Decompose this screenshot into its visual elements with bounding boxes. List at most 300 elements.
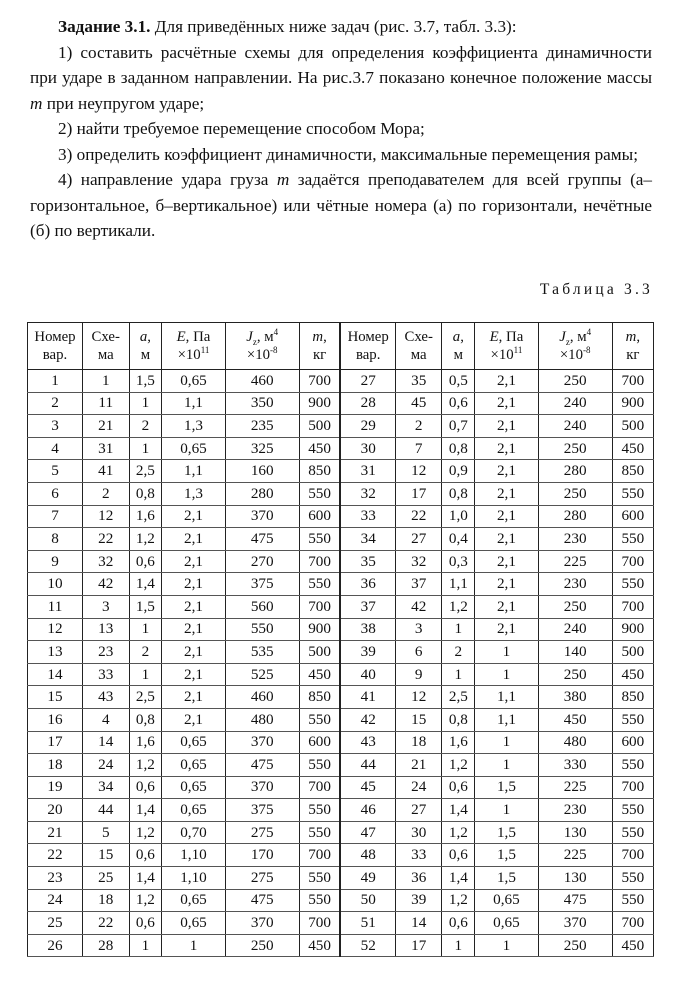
header-e: E, Па $\times 10^{11}$ [475,323,538,370]
cell-j: 280 [538,505,612,528]
table-row [28,550,654,573]
cell-variant: 45 [340,776,395,799]
cell-j: 250 [538,482,612,505]
cell-variant: 2 [28,392,83,415]
cell-e: 2,1 [475,392,538,415]
cell-m: 900 [612,392,653,415]
cell-variant: 28 [340,392,395,415]
cell-m: 550 [612,708,653,731]
cell-e: 1,5 [475,821,538,844]
cell-e: 0,65 [162,912,225,935]
cell-e: 2,1 [475,482,538,505]
table-row [28,686,654,709]
cell-a: 0,6 [442,844,475,867]
cell-j: 375 [225,799,299,822]
cell-a: 1,4 [442,799,475,822]
cell-scheme: 12 [395,460,442,483]
cell-scheme: 35 [395,370,442,393]
cell-a: 1 [442,934,475,957]
cell-a: 2 [129,641,162,664]
cell-m: 850 [299,686,340,709]
cell-scheme: 31 [82,437,129,460]
header-a: a, м [442,323,475,370]
cell-a: 0,6 [129,912,162,935]
cell-variant: 38 [340,618,395,641]
cell-m: 550 [299,573,340,596]
table-row [28,663,654,686]
cell-scheme: 42 [395,595,442,618]
cell-scheme: 41 [82,460,129,483]
header-e: E, Па $\times 10^{11}$ [162,323,225,370]
cell-a: 1,2 [129,754,162,777]
cell-variant: 48 [340,844,395,867]
cell-m: 550 [299,867,340,890]
cell-e: 1,5 [475,844,538,867]
cell-variant: 4 [28,437,83,460]
cell-j: 160 [225,460,299,483]
cell-scheme: 27 [395,799,442,822]
cell-e: 1,10 [162,844,225,867]
cell-variant: 13 [28,641,83,664]
cell-j: 240 [538,415,612,438]
cell-a: 0,3 [442,550,475,573]
cell-m: 450 [612,437,653,460]
cell-e: 0,70 [162,821,225,844]
cell-j: 275 [225,867,299,890]
cell-scheme: 2 [82,482,129,505]
cell-e: 0,65 [162,754,225,777]
cell-m: 550 [299,889,340,912]
cell-scheme: 34 [82,776,129,799]
table-row [28,482,654,505]
cell-scheme: 32 [395,550,442,573]
cell-j: 475 [538,889,612,912]
cell-j: 370 [225,505,299,528]
cell-m: 600 [612,731,653,754]
cell-m: 600 [612,505,653,528]
cell-scheme: 9 [395,663,442,686]
cell-m: 450 [299,437,340,460]
cell-variant: 34 [340,528,395,551]
cell-m: 850 [612,460,653,483]
cell-a: 1,1 [442,573,475,596]
cell-variant: 47 [340,821,395,844]
cell-j: 250 [538,934,612,957]
cell-m: 500 [299,415,340,438]
cell-e: 2,1 [475,415,538,438]
cell-j: 550 [225,618,299,641]
cell-scheme: 15 [82,844,129,867]
cell-e: 0,65 [162,437,225,460]
cell-a: 1 [129,663,162,686]
cell-scheme: 44 [82,799,129,822]
cell-a: 2,5 [442,686,475,709]
table-title: Таблица 3.3 [539,281,653,298]
cell-e: 2,1 [475,573,538,596]
cell-a: 1,2 [442,821,475,844]
cell-variant: 9 [28,550,83,573]
cell-variant: 3 [28,415,83,438]
cell-scheme: 12 [395,686,442,709]
cell-scheme: 33 [82,663,129,686]
cell-a: 1,6 [442,731,475,754]
cell-j: 130 [538,867,612,890]
cell-m: 450 [299,663,340,686]
table-header-row [28,323,654,370]
cell-a: 1 [129,934,162,957]
cell-a: 0,4 [442,528,475,551]
cell-variant: 37 [340,595,395,618]
task-intro: Для приведённых ниже задач (рис. 3.7, табл. 3.3): [150,17,517,36]
cell-a: 0,8 [129,708,162,731]
cell-j: 240 [538,618,612,641]
cell-m: 700 [299,595,340,618]
cell-e: 1,1 [162,392,225,415]
cell-e: 1 [475,934,538,957]
cell-a: 1,2 [129,889,162,912]
cell-variant: 14 [28,663,83,686]
task-title: Задание 3.1. [58,17,151,36]
table-row [28,595,654,618]
cell-j: 475 [225,754,299,777]
cell-e: 1,10 [162,867,225,890]
cell-variant: 51 [340,912,395,935]
cell-scheme: 28 [82,934,129,957]
cell-scheme: 21 [395,754,442,777]
task-item-3: 3) определить коэффициент динамичности, максимальные перемещения рамы; [58,144,638,164]
cell-e: 2,1 [162,686,225,709]
cell-variant: 26 [28,934,83,957]
cell-j: 225 [538,844,612,867]
cell-a: 1,2 [129,528,162,551]
cell-scheme: 5 [82,821,129,844]
cell-a: 1 [442,663,475,686]
cell-scheme: 7 [395,437,442,460]
cell-j: 370 [225,731,299,754]
cell-e: 1 [475,641,538,664]
cell-variant: 44 [340,754,395,777]
cell-scheme: 24 [82,754,129,777]
cell-m: 550 [299,528,340,551]
cell-variant: 41 [340,686,395,709]
cell-e: 1 [162,934,225,957]
cell-j: 380 [538,686,612,709]
cell-m: 900 [299,392,340,415]
cell-variant: 22 [28,844,83,867]
table-row [28,437,654,460]
cell-m: 550 [612,528,653,551]
cell-m: 700 [612,776,653,799]
cell-j: 130 [538,821,612,844]
cell-m: 700 [612,844,653,867]
cell-m: 850 [299,460,340,483]
cell-m: 550 [299,482,340,505]
cell-scheme: 17 [395,482,442,505]
cell-e: 2,1 [475,437,538,460]
cell-m: 450 [299,934,340,957]
cell-variant: 21 [28,821,83,844]
cell-e: 2,1 [162,641,225,664]
cell-e: 1 [475,754,538,777]
cell-a: 1,2 [442,595,475,618]
cell-variant: 8 [28,528,83,551]
cell-a: 1,4 [129,799,162,822]
cell-e: 0,65 [162,799,225,822]
cell-e: 2,1 [162,595,225,618]
cell-a: 0,8 [129,482,162,505]
cell-variant: 16 [28,708,83,731]
cell-scheme: 27 [395,528,442,551]
cell-variant: 15 [28,686,83,709]
table-row [28,754,654,777]
cell-e: 2,1 [475,595,538,618]
table-row [28,370,654,393]
cell-j: 375 [225,573,299,596]
cell-variant: 17 [28,731,83,754]
cell-variant: 20 [28,799,83,822]
cell-scheme: 36 [395,867,442,890]
cell-m: 550 [299,799,340,822]
table-row [28,415,654,438]
table-row [28,844,654,867]
cell-variant: 35 [340,550,395,573]
table-row [28,573,654,596]
cell-m: 700 [299,776,340,799]
table-row [28,889,654,912]
cell-variant: 10 [28,573,83,596]
cell-variant: 40 [340,663,395,686]
cell-scheme: 12 [82,505,129,528]
cell-scheme: 32 [82,550,129,573]
cell-a: 0,6 [442,776,475,799]
cell-scheme: 43 [82,686,129,709]
table-row [28,708,654,731]
cell-scheme: 14 [395,912,442,935]
cell-j: 225 [538,776,612,799]
cell-e: 1,5 [475,867,538,890]
table-row [28,392,654,415]
data-table [27,322,654,957]
cell-a: 0,8 [442,437,475,460]
cell-variant: 27 [340,370,395,393]
cell-e: 1,1 [162,460,225,483]
cell-variant: 23 [28,867,83,890]
cell-e: 0,65 [475,889,538,912]
cell-a: 1,2 [442,754,475,777]
table-row [28,912,654,935]
cell-e: 2,1 [162,708,225,731]
table-row [28,799,654,822]
cell-j: 270 [225,550,299,573]
cell-a: 1 [442,618,475,641]
cell-variant: 5 [28,460,83,483]
cell-e: 2,1 [475,618,538,641]
cell-variant: 46 [340,799,395,822]
header-variant: Номер вар. [28,323,83,370]
cell-a: 0,7 [442,415,475,438]
cell-e: 2,1 [162,528,225,551]
cell-variant: 12 [28,618,83,641]
cell-e: 1,5 [475,776,538,799]
cell-a: 0,5 [442,370,475,393]
table-row [28,731,654,754]
cell-m: 550 [612,889,653,912]
cell-a: 0,6 [129,844,162,867]
cell-scheme: 30 [395,821,442,844]
task-heading [30,14,652,40]
cell-j: 140 [538,641,612,664]
cell-j: 170 [225,844,299,867]
cell-m: 500 [612,415,653,438]
cell-j: 250 [538,437,612,460]
cell-variant: 42 [340,708,395,731]
cell-m: 700 [612,595,653,618]
cell-variant: 29 [340,415,395,438]
cell-e: 1,1 [475,708,538,731]
cell-variant: 50 [340,889,395,912]
cell-e: 2,1 [475,460,538,483]
cell-a: 0,8 [442,482,475,505]
cell-variant: 7 [28,505,83,528]
cell-a: 1,6 [129,731,162,754]
cell-m: 450 [612,663,653,686]
cell-e: 1,1 [475,686,538,709]
table-row [28,528,654,551]
table-row [28,821,654,844]
cell-scheme: 4 [82,708,129,731]
header-j: $J_z$, $м^4$ $\times 10^{-8}$ [225,323,299,370]
cell-m: 550 [612,821,653,844]
cell-j: 450 [538,708,612,731]
cell-a: 2,5 [129,460,162,483]
cell-j: 370 [538,912,612,935]
cell-variant: 36 [340,573,395,596]
cell-variant: 31 [340,460,395,483]
cell-e: 0,65 [475,912,538,935]
cell-a: 1,4 [442,867,475,890]
cell-m: 900 [299,618,340,641]
cell-e: 2,1 [162,550,225,573]
cell-variant: 18 [28,754,83,777]
cell-variant: 11 [28,595,83,618]
cell-j: 250 [538,595,612,618]
cell-e: 1 [475,799,538,822]
cell-j: 475 [225,889,299,912]
cell-m: 700 [299,370,340,393]
cell-j: 275 [225,821,299,844]
cell-j: 370 [225,776,299,799]
table-row [28,618,654,641]
cell-a: 1 [129,437,162,460]
cell-a: 0,8 [442,708,475,731]
cell-e: 1 [475,731,538,754]
cell-a: 1,4 [129,867,162,890]
cell-e: 2,1 [475,505,538,528]
cell-j: 230 [538,528,612,551]
cell-j: 535 [225,641,299,664]
cell-variant: 43 [340,731,395,754]
cell-variant: 1 [28,370,83,393]
task-item-4: 4) направление удара груза m задаётся преподавателем для всей группы (а–горизонтальное, б–вертикальное) или чётные номера (а) по горизонтали, нечётные (б) по вертикали. [30,170,653,240]
cell-m: 550 [612,799,653,822]
task-item-2: 2) найти требуемое перемещение способом Мора; [58,119,425,138]
cell-scheme: 14 [82,731,129,754]
cell-a: 2 [442,641,475,664]
cell-j: 475 [225,528,299,551]
cell-a: 0,6 [129,550,162,573]
cell-j: 280 [538,460,612,483]
cell-a: 2 [129,415,162,438]
cell-m: 700 [612,550,653,573]
cell-scheme: 3 [82,595,129,618]
cell-j: 250 [225,934,299,957]
cell-e: 1,3 [162,482,225,505]
cell-e: 2,1 [162,618,225,641]
cell-e: 2,1 [475,550,538,573]
cell-a: 1,2 [129,821,162,844]
cell-scheme: 22 [395,505,442,528]
cell-m: 700 [612,912,653,935]
cell-variant: 25 [28,912,83,935]
table-row [28,867,654,890]
task-text [30,14,652,244]
cell-scheme: 42 [82,573,129,596]
cell-scheme: 39 [395,889,442,912]
cell-variant: 33 [340,505,395,528]
cell-scheme: 22 [82,528,129,551]
cell-scheme: 6 [395,641,442,664]
cell-a: 1,4 [129,573,162,596]
header-j: $J_z$, $м^4$ $\times 10^{-8}$ [538,323,612,370]
cell-m: 850 [612,686,653,709]
cell-m: 550 [612,482,653,505]
cell-m: 700 [299,844,340,867]
cell-a: 1,5 [129,595,162,618]
cell-scheme: 1 [82,370,129,393]
cell-m: 550 [612,867,653,890]
cell-scheme: 11 [82,392,129,415]
cell-j: 325 [225,437,299,460]
cell-j: 235 [225,415,299,438]
cell-j: 460 [225,370,299,393]
cell-scheme: 37 [395,573,442,596]
cell-e: 2,1 [475,528,538,551]
cell-a: 0,9 [442,460,475,483]
cell-m: 700 [612,370,653,393]
cell-a: 1,5 [129,370,162,393]
task-item-1: 1) составить расчётные схемы для определения коэффициента динамичности при ударе в заданном направлении. На рис.3.7 показано конечное положение массы m при неупругом ударе; [30,42,652,113]
header-scheme: Схе- ма [395,323,442,370]
cell-j: 330 [538,754,612,777]
cell-j: 230 [538,799,612,822]
table-row [28,934,654,957]
cell-variant: 30 [340,437,395,460]
cell-variant: 52 [340,934,395,957]
cell-j: 225 [538,550,612,573]
cell-j: 280 [225,482,299,505]
cell-scheme: 18 [82,889,129,912]
cell-m: 600 [299,731,340,754]
cell-a: 1,6 [129,505,162,528]
cell-m: 700 [299,912,340,935]
cell-m: 900 [612,618,653,641]
header-scheme: Схе- ма [82,323,129,370]
cell-scheme: 2 [395,415,442,438]
cell-scheme: 25 [82,867,129,890]
cell-m: 600 [299,505,340,528]
cell-e: 0,65 [162,889,225,912]
cell-j: 370 [225,912,299,935]
